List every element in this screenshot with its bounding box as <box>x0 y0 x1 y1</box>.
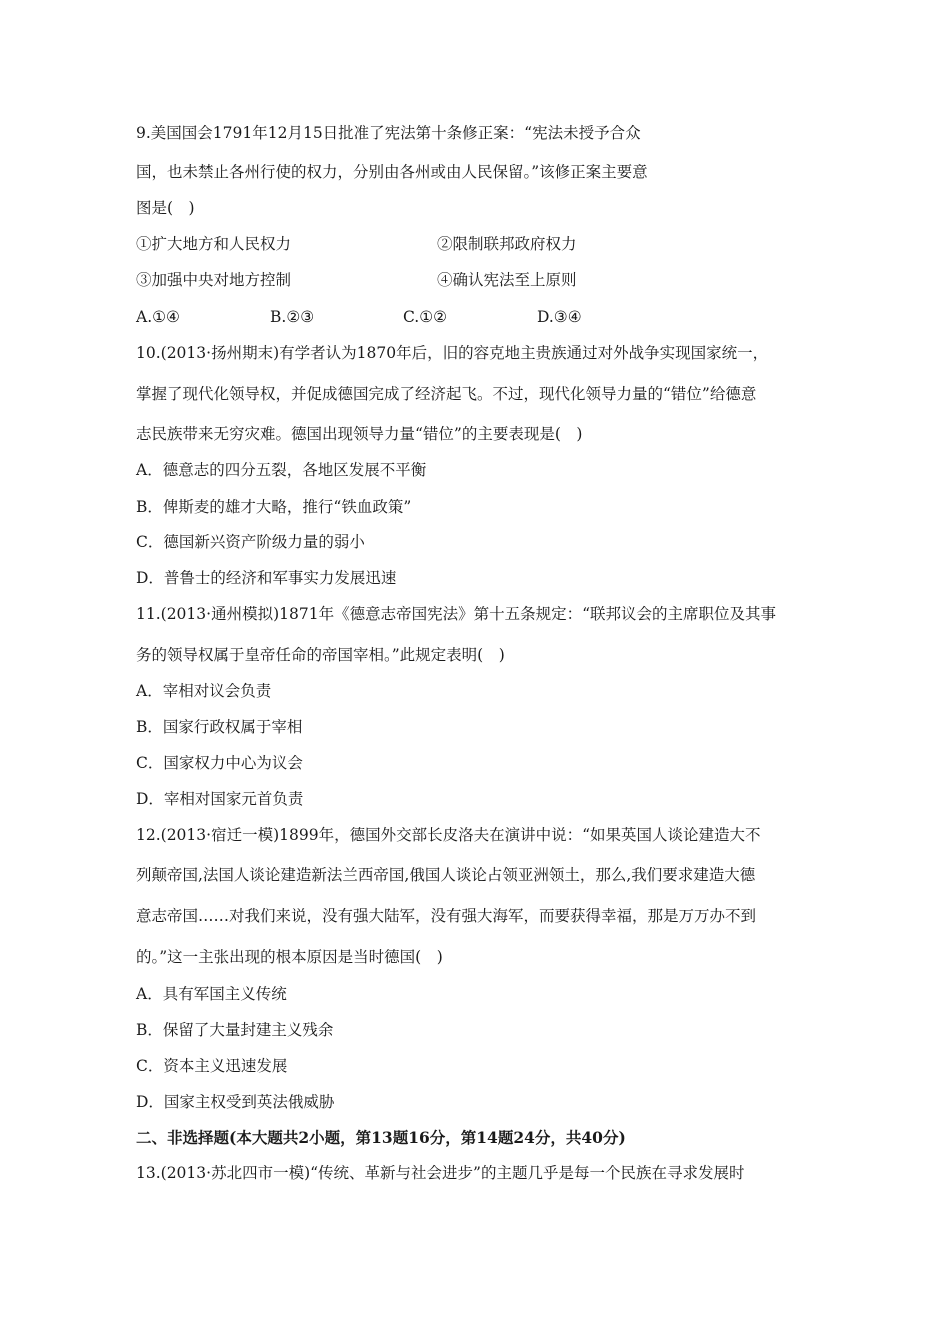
q11-option-b: B．国家行政权属于宰相 <box>136 718 303 736</box>
q11-option-d: D．宰相对国家元首负责 <box>136 790 304 808</box>
q11-stem-line-2: 务的领导权属于皇帝任命的帝国宰相。”此规定表明( ) <box>136 646 505 664</box>
q9-item-4: ④确认宪法至上原则 <box>437 271 577 289</box>
q11-option-c: C．国家权力中心为议会 <box>136 754 303 772</box>
q9-item-3: ③加强中央对地方控制 <box>136 271 292 289</box>
q9-option-d: D.③④ <box>537 308 582 326</box>
q9-stem-line-1: 9.美国国会1791年12月15日批准了宪法第十条修正案：“宪法未授予合众 <box>136 124 641 142</box>
q12-option-d: D．国家主权受到英法俄威胁 <box>136 1093 335 1111</box>
q12-stem-line-1: 12.(2013·宿迁一模)1899年，德国外交部长皮洛夫在演讲中说：“如果英国人谈论建造大不 <box>136 826 761 844</box>
q12-option-b: B．保留了大量封建主义残余 <box>136 1021 334 1039</box>
q10-stem-line-1: 10.(2013·扬州期末)有学者认为1870年后，旧的容克地主贵族通过对外战争实现国家统一， <box>136 344 769 362</box>
q11-stem-line-1: 11.(2013·通州模拟)1871年《德意志帝国宪法》第十五条规定：“联邦议会的主席职位及其事 <box>136 605 776 623</box>
q12-option-c: C．资本主义迅速发展 <box>136 1057 288 1075</box>
q10-option-c: C．德国新兴资产阶级力量的弱小 <box>136 533 365 551</box>
q9-item-2: ②限制联邦政府权力 <box>437 235 577 253</box>
q13-stem-line-1: 13.(2013·苏北四市一模)“传统、革新与社会进步”的主题几乎是每一个民族在寻求发展时 <box>136 1164 745 1182</box>
q12-stem-line-2: 列颠帝国,法国人谈论建造新法兰西帝国,俄国人谈论占领亚洲领土，那么,我们要求建造大德 <box>136 866 756 884</box>
q11-option-a: A．宰相对议会负责 <box>136 682 272 700</box>
q9-option-c: C.①② <box>403 308 448 326</box>
q12-stem-line-4: 的。”这一主张出现的根本原因是当时德国( ) <box>136 948 443 966</box>
q10-option-d: D．普鲁士的经济和军事实力发展迅速 <box>136 569 397 587</box>
q9-stem-line-2: 国，也未禁止各州行使的权力，分别由各州或由人民保留。”该修正案主要意 <box>136 163 648 181</box>
q9-option-a: A.①④ <box>136 308 180 326</box>
q10-stem-line-2: 掌握了现代化领导权，并促成德国完成了经济起飞。不过，现代化领导力量的“错位”给德意 <box>136 385 757 403</box>
q10-option-b: B．俾斯麦的雄才大略，推行“铁血政策” <box>136 498 412 516</box>
q10-stem-line-3: 志民族带来无穷灾难。德国出现领导力量“错位”的主要表现是( ) <box>136 425 583 443</box>
section-heading: 二、非选择题(本大题共2小题，第13题16分，第14题24分，共40分) <box>136 1128 626 1147</box>
q12-option-a: A．具有军国主义传统 <box>136 985 287 1003</box>
q9-item-1: ①扩大地方和人民权力 <box>136 235 292 253</box>
q12-stem-line-3: 意志帝国……对我们来说，没有强大陆军，没有强大海军，而要获得幸福，那是万万办不到 <box>136 907 757 925</box>
q10-option-a: A．德意志的四分五裂，各地区发展不平衡 <box>136 461 427 479</box>
q9-stem-line-3: 图是( ) <box>136 199 195 217</box>
q9-option-b: B.②③ <box>270 308 315 326</box>
